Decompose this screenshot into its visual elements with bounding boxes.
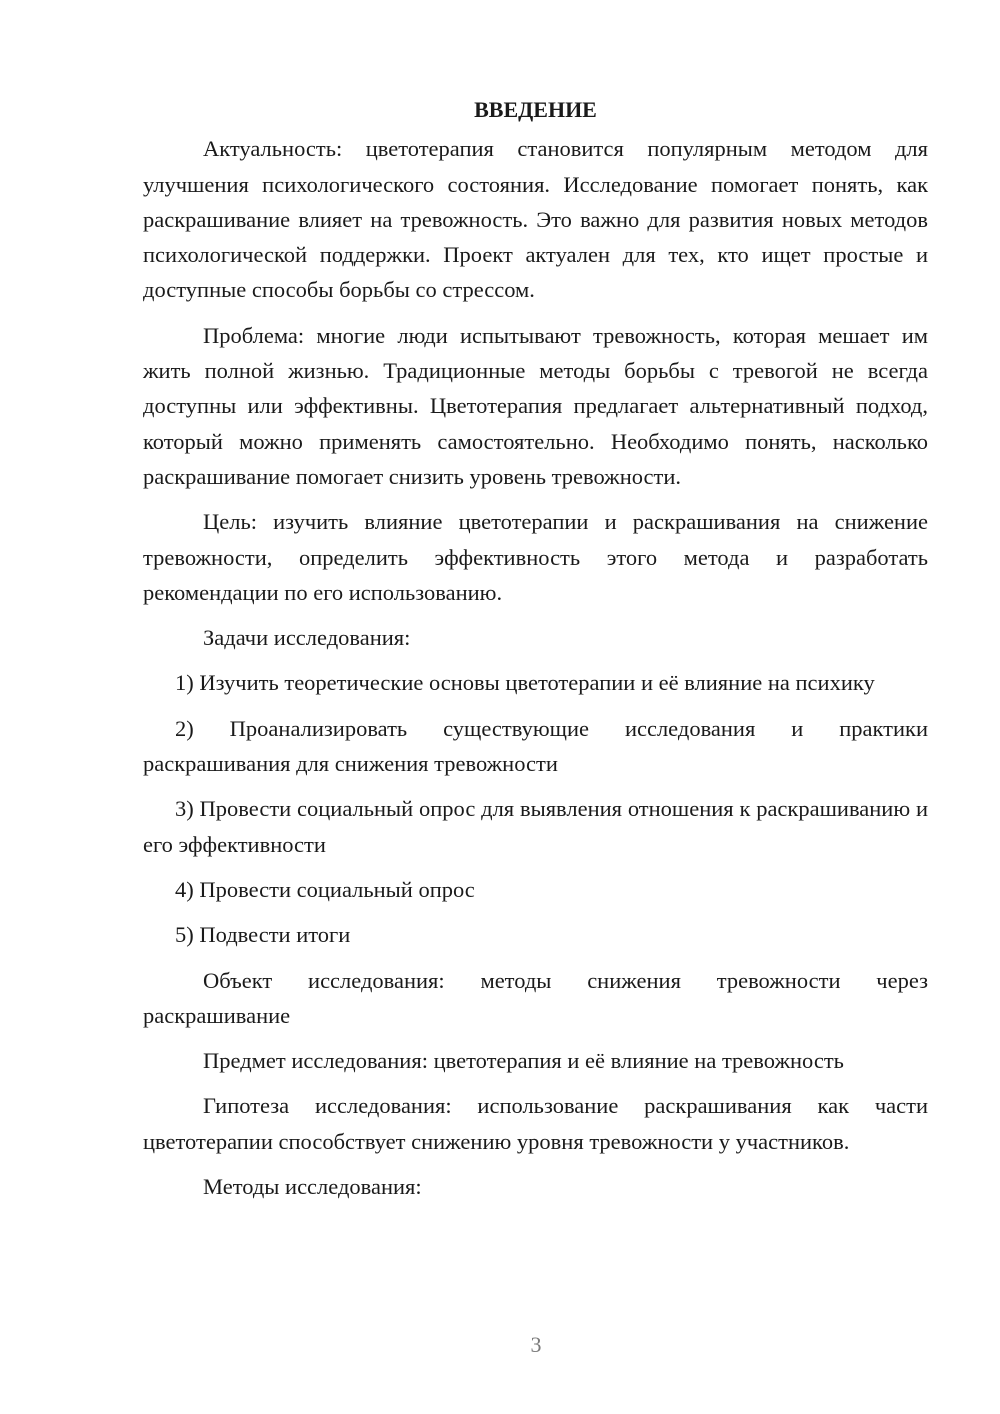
task-item-1: 1) Изучить теоретические основы цветотерапии и её влияние на психику — [175, 670, 875, 696]
methods-paragraph: Методы исследования: — [203, 1174, 422, 1200]
goal-paragraph: Цель: изучить влияние цветотерапии и раскрашивания на снижение тревожности, определить эффективность этого метода и разработать рекомендации по его использованию. — [143, 509, 928, 605]
subject-paragraph: Предмет исследования: цветотерапия и её влияние на тревожность — [203, 1048, 844, 1074]
section-heading: ВВЕДЕНИЕ — [474, 97, 597, 122]
relevance-paragraph: Актуальность: цветотерапия становится популярным методом для улучшения психологического состояния. Исследование помогает понять, как раскрашивание влияет на тревожность. Это важно для развития новых методов психологической поддержки. Проект актуален для тех, кто ищет простые и доступные способы борьбы со стрессом. — [143, 136, 928, 303]
task-item-4: 4) Провести социальный опрос — [175, 876, 475, 902]
page-number: 3 — [530, 1332, 542, 1357]
task-item-2: 2) Проанализировать существующие исследования и практики раскрашивания для снижения тревожности — [143, 715, 928, 777]
tasks-title: Задачи исследования: — [203, 625, 411, 651]
object-paragraph: Объект исследования: методы снижения тревожности через раскрашивание — [143, 967, 928, 1028]
task-item-3: 3) Провести социальный опрос для выявления отношения к раскрашиванию и его эффективности — [143, 796, 928, 857]
task-item-5: 5) Подвести итоги — [175, 922, 351, 948]
hypothesis-paragraph: Гипотеза исследования: использование раскрашивания как части цветотерапии способствует снижению уровня тревожности у участников. — [143, 1093, 928, 1154]
document-page — [143, 92, 928, 1214]
problem-paragraph: Проблема: многие люди испытывают тревожность, которая мешает им жить полной жизнью. Традиционные методы борьбы с тревогой не всегда доступны или эффективны. Цветотерапия предлагает альтернативный подход, который можно применять самостоятельно. Необходимо понять, насколько раскрашивание помогает снизить уровень тревожности. — [143, 322, 928, 489]
